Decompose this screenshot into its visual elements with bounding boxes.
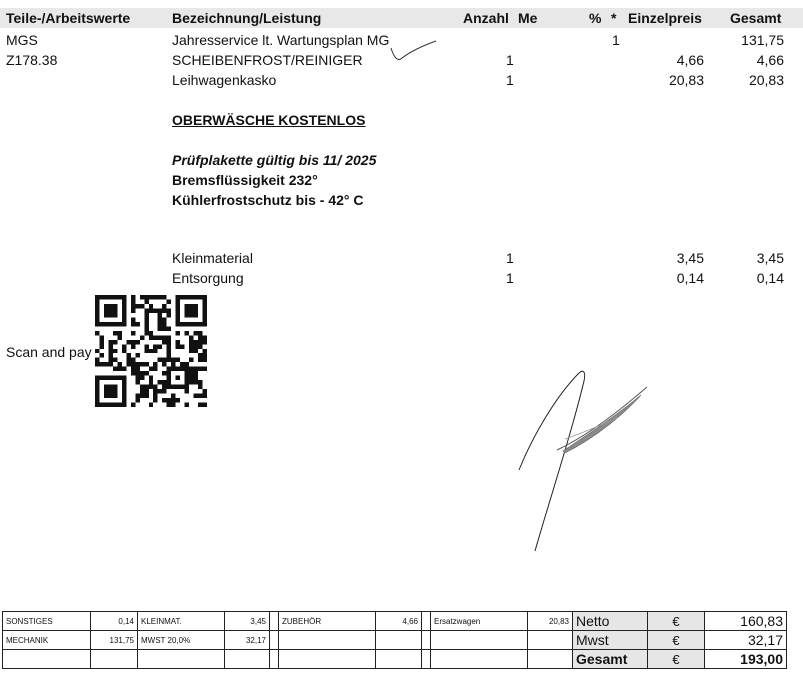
header-percent: % — [589, 10, 602, 26]
item-code: MGS — [6, 32, 38, 48]
summary-spacer — [422, 612, 431, 631]
summary-label: SONSTIGES — [3, 612, 91, 631]
header-parts: Teile-/Arbeitswerte — [6, 10, 131, 26]
summary-label: Ersatzwagen — [431, 612, 528, 631]
column-header-bar — [0, 8, 803, 28]
item-unit-price: 4,66 — [676, 52, 704, 68]
item-unit-price: 20,83 — [668, 72, 704, 88]
summary-spacer — [270, 612, 279, 631]
summary-empty — [431, 650, 528, 669]
item-description: SCHEIBENFROST/REINIGER — [172, 52, 363, 68]
item-unit-price: 0,14 — [676, 270, 704, 286]
summary-label: MECHANIK — [3, 631, 91, 650]
header-star: * — [611, 10, 617, 26]
summary-spacer — [422, 631, 431, 650]
summary-spacer — [270, 650, 279, 669]
summary-empty — [3, 650, 91, 669]
summary-empty — [431, 631, 528, 650]
summary-spacer — [422, 650, 431, 669]
item-description: Leihwagenkasko — [172, 72, 277, 88]
mwst-label: Mwst — [573, 631, 648, 650]
handwritten-check-icon — [388, 38, 438, 64]
signature — [505, 355, 665, 555]
item-total: 131,75 — [741, 32, 784, 48]
coolant-note: Kühlerfrostschutz bis - 42° C — [172, 192, 364, 208]
euro-symbol: € — [648, 631, 705, 650]
item-total: 0,14 — [756, 270, 784, 286]
summary-label: ZUBEHÖR — [279, 612, 376, 631]
item-quantity: 1 — [506, 52, 514, 68]
mwst-amount: 32,17 — [705, 631, 787, 650]
header-total: Gesamt — [730, 10, 782, 26]
summary-value: 0,14 — [91, 612, 138, 631]
header-unit: Me — [518, 10, 538, 26]
item-code: Z178.38 — [6, 52, 58, 68]
summary-spacer — [270, 631, 279, 650]
item-quantity: 1 — [506, 72, 514, 88]
netto-label: Netto — [573, 612, 648, 631]
summary-empty — [279, 631, 376, 650]
item-description: Kleinmaterial — [172, 250, 253, 266]
euro-symbol: € — [648, 650, 705, 669]
summary-empty — [376, 650, 422, 669]
summary-empty — [528, 650, 573, 669]
summary-empty — [528, 631, 573, 650]
item-description: Jahresservice lt. Wartungsplan MG — [172, 32, 390, 48]
brake-fluid-note: Bremsflüssigkeit 232° — [172, 172, 318, 188]
summary-empty — [279, 650, 376, 669]
item-quantity: 1 — [506, 270, 514, 286]
item-total: 4,66 — [756, 52, 784, 68]
item-total: 3,45 — [756, 250, 784, 266]
totals-table — [2, 611, 787, 669]
inspection-sticker-note: Prüfplakette gültig bis 11/ 2025 — [172, 152, 377, 168]
gesamt-label: Gesamt — [573, 650, 648, 669]
summary-empty — [91, 650, 138, 669]
item-total: 20,83 — [748, 72, 784, 88]
summary-value: 131,75 — [91, 631, 138, 650]
item-quantity: 1 — [506, 250, 514, 266]
header-unit-price: Einzelpreis — [628, 10, 702, 26]
header-quantity: Anzahl — [463, 10, 509, 26]
netto-amount: 160,83 — [705, 612, 787, 631]
free-washing-note: OBERWÄSCHE KOSTENLOS — [172, 112, 366, 128]
summary-label: KLEINMAT. — [138, 612, 225, 631]
header-description: Bezeichnung/Leistung — [172, 10, 322, 26]
item-unit-price: 3,45 — [676, 250, 704, 266]
qr-code-icon[interactable] — [95, 295, 207, 407]
summary-empty — [376, 631, 422, 650]
summary-value: 3,45 — [225, 612, 270, 631]
summary-label: MWST 20,0% — [138, 631, 225, 650]
scan-and-pay-label: Scan and pay — [6, 344, 92, 360]
gesamt-amount: 193,00 — [705, 650, 787, 669]
summary-empty — [138, 650, 225, 669]
summary-value: 4,66 — [376, 612, 422, 631]
summary-value: 32,17 — [225, 631, 270, 650]
summary-empty — [225, 650, 270, 669]
item-description: Entsorgung — [172, 270, 244, 286]
summary-value: 20,83 — [528, 612, 573, 631]
item-percent: 1 — [612, 32, 620, 48]
euro-symbol: € — [648, 612, 705, 631]
